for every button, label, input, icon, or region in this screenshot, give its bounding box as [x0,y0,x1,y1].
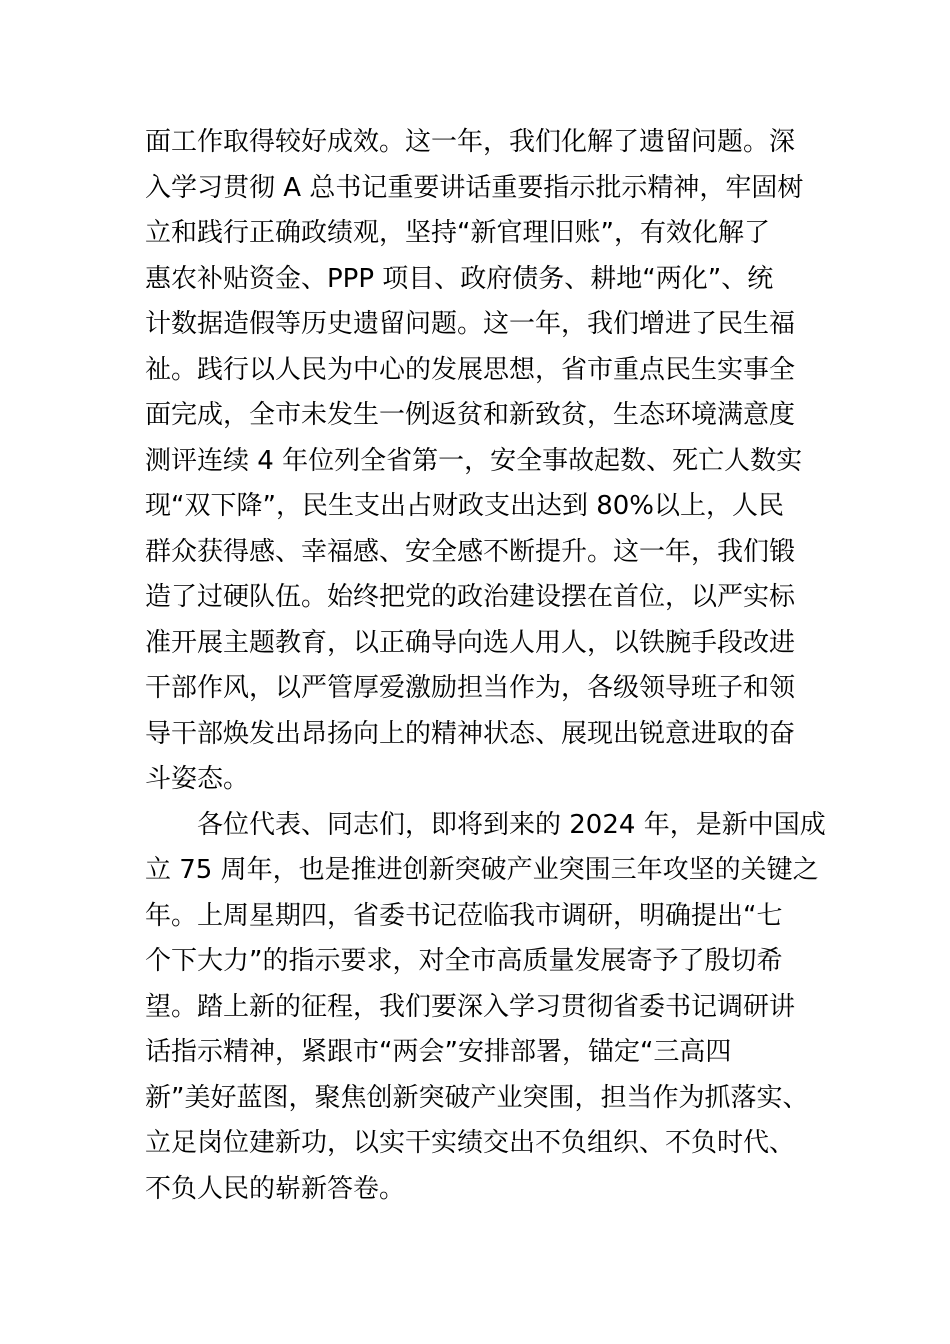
text-line: 造了过硬队伍。始终把党的政治建设摆在首位，以严实标 [145,582,796,612]
text-line: 面完成，全市未发生一例返贫和新致贫，生态环境满意度 [145,400,796,430]
text-line: 不负人民的崭新答卷。 [145,1173,406,1204]
text-line: 立 75 周年，也是推进创新突破产业突围三年攻坚的关键之 [145,855,819,885]
text-line: 干部作风，以严管厚爱激励担当作为，各级领导班子和领 [145,673,796,703]
text-line: 群众获得感、幸福感、安全感不断提升。这一年，我们锻 [145,536,796,567]
text-line: 计数据造假等历史遗留问题。这一年，我们增进了民生福 [145,309,796,339]
text-line: 惠农补贴资金、PPP 项目、政府债务、耕地“两化”、统 [145,263,774,294]
text-line: 立足岗位建新功，以实干实绩交出不负组织、不负时代、 [145,1128,796,1158]
text-line: 现“双下降”，民生支出占财政支出达到 80%以上，人民 [145,491,784,521]
text-line: 准开展主题教育，以正确导向选人用人，以铁腕手段改进 [145,627,796,658]
text-line: 新”美好蓝图，聚焦创新突破产业突围，担当作为抓落实、 [145,1082,809,1113]
text-line: 话指示精神，紧跟市“两会”安排部署，锚定“三高四 [145,1037,732,1067]
text-line: 个下大力”的指示要求，对全市高质量发展寄予了殷切希 [145,946,783,976]
text-line: 立和践行正确政绩观，坚持“新官理旧账”，有效化解了 [145,218,770,248]
text-line: 年。上周星期四，省委书记莅临我市调研，明确提出“七 [145,900,783,931]
text-line: 各位代表、同志们，即将到来的 2024 年，是新中国成 [197,809,826,840]
text-line: 入学习贯彻 A 总书记重要讲话重要指示批示精神，牢固树 [145,172,804,203]
paragraph-1 [145,120,825,803]
text-line: 导干部焕发出昂扬向上的精神状态、展现出锐意进取的奋 [145,718,796,749]
body-text [145,120,825,1212]
text-line: 面工作取得较好成效。这一年，我们化解了遗留问题。深 [145,127,796,157]
text-line: 祉。践行以人民为中心的发展思想，省市重点民生实事全 [145,354,796,385]
text-line: 斗姿态。 [145,764,250,794]
text-line: 望。踏上新的征程，我们要深入学习贯彻省委书记调研讲 [145,991,796,1022]
text-line: 测评连续 4 年位列全省第一，安全事故起数、死亡人数实 [145,445,803,476]
paragraph-2 [145,803,825,1213]
